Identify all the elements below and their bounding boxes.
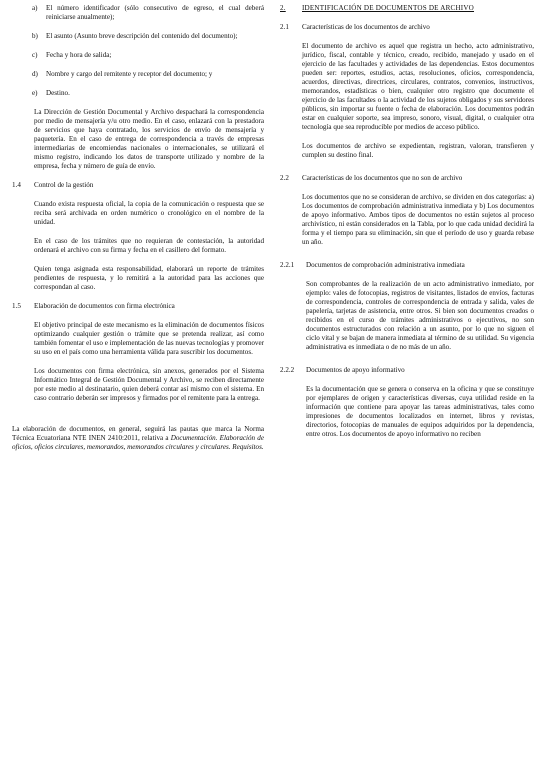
chapter-number: 2.	[280, 4, 286, 12]
list-item	[32, 89, 264, 98]
list-item-text: Destino.	[46, 89, 70, 97]
section-heading-2-2-1	[280, 261, 534, 270]
list-item	[32, 4, 264, 22]
list-item-text: El número identificador (sólo consecutivo de egreso, el cual deberá reiniciarse anualmente);	[46, 4, 264, 21]
right-column	[280, 4, 534, 449]
section-heading-1-5	[12, 302, 264, 311]
paragraph: Los documentos que no se consideran de archivo, se dividen en dos categorías: a) Los documentos de comprobación administrativa inmediata y b) Los documentos de apoyo informativo. Ambos tipos de documentos no están sujetos al proceso archivístico, ni están considerados en la Tabla, por lo que cada unidad decidirá la forma y el tiempo para su eliminación, sin que el período de uso y guarda rebase un año.	[302, 193, 534, 246]
list-item-label: c)	[32, 51, 38, 59]
section-title: Documentos de comprobación administrativa inmediata	[306, 261, 465, 269]
paragraph: Los documentos con firma electrónica, sin anexos, generados por el Sistema Informático Integral de Gestión Documental y Archivo, se reciben directamente por este medio al destinatario, quien deberá contar así mismo con el sistema. En caso contrario deberán ser impresos y firmados por el remitente para la entrega.	[34, 367, 264, 402]
section-heading-2-2	[280, 174, 534, 183]
paragraph: Quien tenga asignada esta responsabilidad, elaborará un reporte de trámites pendientes de respuesta, y lo remitirá a la autoridad para las acciones que correspondan al caso.	[34, 265, 264, 291]
section-title: Control de la gestión	[34, 181, 94, 189]
list-item	[32, 32, 264, 41]
section-title: Características de los documentos que no son de archivo	[302, 174, 463, 182]
paragraph-text: La elaboración de documentos, en general, seguirá las pautas que marca la Norma Técnica Ecuatoriana NTE INEN 2410:2011, relativa a	[12, 425, 264, 442]
list-item-text: Nombre y cargo del remitente y receptor del documento; y	[46, 70, 213, 78]
chapter-heading-2	[280, 4, 534, 13]
list-item	[32, 70, 264, 79]
list-item-label: d)	[32, 70, 38, 78]
section-heading-1-4	[12, 181, 264, 190]
section-heading-2-2-2	[280, 366, 534, 375]
list-item-label: b)	[32, 32, 38, 40]
section-title: Elaboración de documentos con firma electrónica	[34, 302, 175, 310]
section-number: 2.2.2	[280, 366, 295, 374]
paragraph: Son comprobantes de la realización de un acto administrativo inmediato, por ejemplo: vales de fotocopias, registros de visitantes, listados de envíos, facturas de correspondencia, controles de correspondencia de entrada y salida, vales de papelería, tarjetas de asistencia, entre otros. Si bien son documentos creados o recibidos en el curso de trámites administrativos o ejecutivos, no son documentos estructurados con relación a un asunto, por lo que no siguen el ciclo vital y se bajan de manera inmediata al término de su utilidad. Su vigencia administrativa es inmediata o de no más de un año.	[306, 280, 534, 351]
list-item	[32, 51, 264, 60]
paragraph: Cuando exista respuesta oficial, la copia de la comunicación o respuesta que se reciba será archivada en orden numérico o cronológico en el nombre de la unidad.	[34, 200, 264, 226]
list-item-text: El asunto (Asunto breve descripción del contenido del documento);	[46, 32, 238, 40]
left-column	[12, 4, 264, 462]
paragraph-elaboracion	[12, 425, 264, 452]
paragraph: En el caso de los trámites que no requieran de contestación, la autoridad ordenará el archivo con su firma y fecha en el casillero del formato.	[34, 237, 264, 254]
section-title: Características de los documentos de archivo	[302, 23, 430, 31]
paragraph: Los documentos de archivo se expedientan, registran, valoran, transfieren y cumplen su destino final.	[302, 142, 534, 159]
chapter-title: IDENTIFICACIÓN DE DOCUMENTOS DE ARCHIVO	[302, 4, 475, 12]
paragraph: Es la documentación que se genera o conserva en la oficina y que se constituye por ejemplares de origen y características diversas, cuya utilidad reside en la información que contiene para apoyar las tareas administrativas, tales como impresiones de documentos localizados en internet, libros y revistas, directorios, fotocopias de manuales de equipos adquiridos por la dependencia, entre otros. Los documentos de apoyo informativo no reciben	[306, 385, 534, 438]
paragraph: El documento de archivo es aquel que registra un hecho, acto administrativo, jurídico, fiscal, contable y técnico, creado, recibido, manejado y usado en el ejercicio de las facultades y actividades de las dependencias. Estos documentos pueden ser: reportes, estudios, actas, resoluciones, oficios, correspondencia, acuerdos, directivas, directrices, circulares, contratos, convenios, instructivos, memorandos, estadísticas o bien, cualquier otro registro que documente el ejercicio de las facultades o la actividad de los sujetos obligados y sus servidores públicos, sin importar su fuente o fecha de elaboración. Los documentos podrán estar en cualquier soporte, sea impreso, sonoro, visual, digital, o cualquier otra tecnología que sea reproducible por medios de acceso público.	[302, 42, 534, 131]
paragraph: El objetivo principal de este mecanismo es la eliminación de documentos físicos optimizando cualquier gestión o trámite que se pretenda realizar, así como también fomentar el uso e implementación de las nuevas tecnologías y promover su uso en el país como una herramienta válida para suscribir los documentos.	[34, 321, 264, 356]
section-number: 2.2.1	[280, 261, 295, 269]
section-number: 1.5	[12, 302, 21, 310]
section-number: 2.2	[280, 174, 289, 182]
paragraph-italic-text: Documentación. Elaboración de oficios, oficios circulares, memorandos, memorandos circulares y circulares. Requisitos.	[12, 434, 265, 451]
paragraph-despacho: La Dirección de Gestión Documental y Archivo despachará la correspondencia por medio de mensajería y/u otro medio. En el caso, enlazará con la prestadora de servicios que haya contratado, los servicios de envío de mensajería y paquetería. En el caso de entrega de correspondencia a través de empresas intermediarias de encomiendas nacionales o internacionales, se utilizará el mismo registro, indicando los datos de transporte utilizado y nombre de la empresa, fecha y número de guía de envío.	[34, 108, 264, 170]
section-number: 1.4	[12, 181, 21, 189]
list-item-text: Fecha y hora de salida;	[46, 51, 112, 59]
section-number: 2.1	[280, 23, 289, 31]
list-item-label: a)	[32, 4, 38, 12]
section-title: Documentos de apoyo informativo	[306, 366, 405, 374]
list-item-label: e)	[32, 89, 38, 97]
section-heading-2-1	[280, 23, 534, 32]
